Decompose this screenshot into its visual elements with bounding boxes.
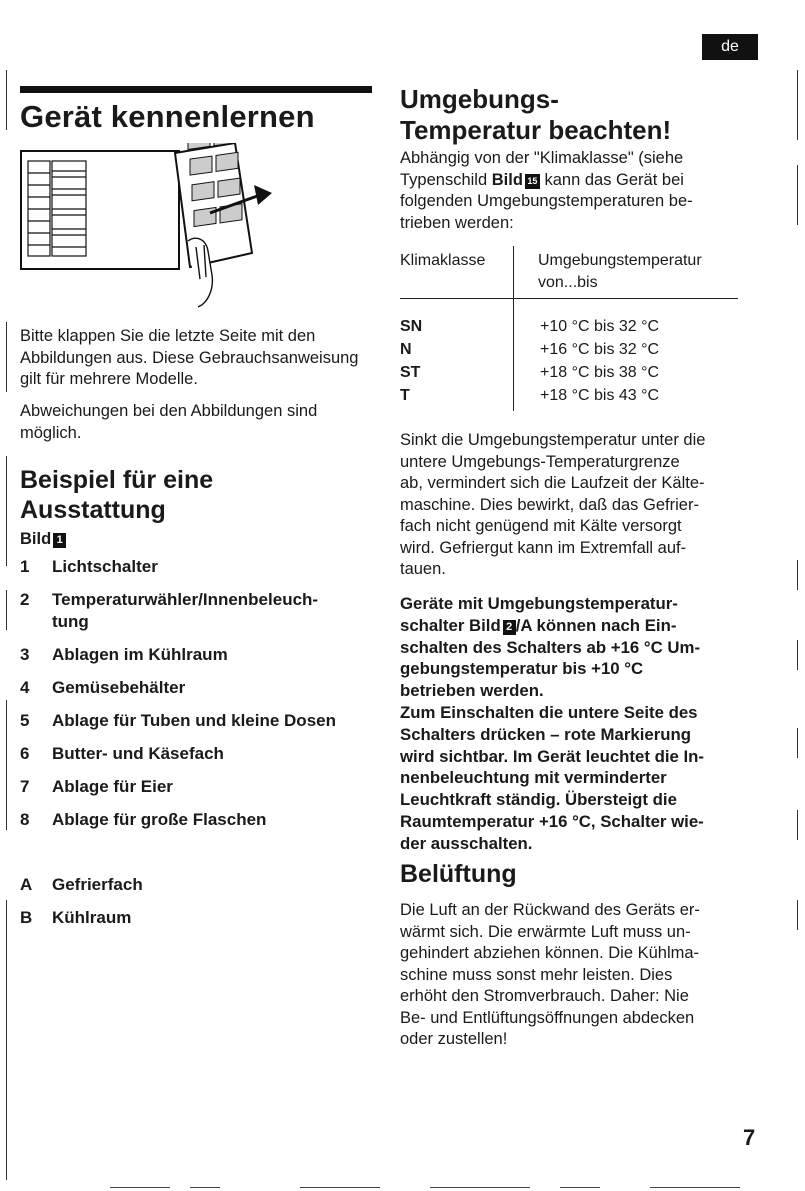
scan-bottom-mark: [560, 1187, 600, 1188]
table-cell-class: N: [400, 341, 412, 358]
low-temperature-paragraph: Sinkt die Umgebungstemperatur unter die untere Umgebungs-Temperaturgrenze ab, vermindert sich die Laufzeit der Kälte- maschine. Dies bewirkt, daß das Gefrier- fach nicht genügend mit Kälte versorgt wird. Gefriergut kann im Extremfall auf- tauen.: [400, 431, 706, 578]
title-rule: [20, 86, 372, 93]
table-cell-class: T: [400, 387, 410, 404]
scan-margin-mark: [6, 590, 7, 630]
section-title-ambient: [400, 84, 671, 145]
table-cell-class: SN: [400, 318, 423, 335]
table-cell-range: +16 °C bis 32 °C: [540, 341, 660, 358]
scan-margin-mark: [6, 322, 7, 392]
figure-badge: 1: [53, 533, 66, 548]
ventilation-title: Belüftung: [400, 860, 517, 888]
table-header-class: Klimaklasse: [400, 252, 486, 269]
page-title: Gerät kennenlernen: [20, 99, 315, 134]
intro-paragraph: Bitte klappen Sie die letzte Seite mit den Abbildungen aus. Diese Gebrauchsanweisung gilt für mehrere Modelle.: [20, 327, 359, 388]
figure-badge: 2: [503, 620, 516, 635]
scan-margin-mark: [6, 700, 7, 830]
foldout-illustration: [20, 143, 282, 308]
ventilation-paragraph: Die Luft an der Rückwand des Geräts er- wärmt sich. Die erwärmte Luft muss un- gehindert abziehen können. Die Kühlma- schine muss sonst mehr leisten. Dies erhöht den Stromverbrauch. Daher: Nie Be- und Entlüftungsöffnungen abdecken oder zustellen!: [400, 901, 700, 1048]
table-column-divider: [513, 246, 514, 411]
scan-margin-mark: [797, 560, 798, 590]
section-title-equipment: [20, 466, 213, 525]
scan-margin-mark: [6, 900, 7, 1180]
section-title-line2: Ausstattung: [20, 495, 166, 524]
scan-margin-mark: [797, 810, 798, 840]
figure-ref-label: Bild: [20, 530, 52, 548]
figure-reference: [20, 530, 66, 549]
scan-margin-mark: [6, 70, 7, 130]
scan-margin-mark: [797, 70, 798, 140]
table-header-range: von...bis: [538, 274, 598, 291]
page-number: 7: [743, 1125, 756, 1150]
ambient-title-line2: Temperatur beachten!: [400, 114, 672, 145]
ambient-title-line1: Umgebungs-: [400, 84, 559, 114]
table-cell-class: ST: [400, 364, 421, 381]
table-header-temp: Umgebungstemperatur: [538, 252, 702, 269]
scan-bottom-mark: [110, 1187, 170, 1188]
scan-margin-mark: [797, 900, 798, 930]
language-badge: de: [702, 34, 758, 60]
table-header-rule: [400, 298, 738, 299]
scan-margin-mark: [797, 728, 798, 758]
temperature-switch-paragraph: Geräte mit Umgebungstemperatur- schalter Bild 2 /A können nach Ein- schalten des Schalters ab +16 °C Um- gebungstemperatur bis +10 °C betrieben werden. Zum Einschalten die untere Seite des Schalters drücken – rote Markierung wird sichtbar. Im Gerät leuchtet die In- nenbeleuchtung mit verminderter Leuchtkraft ständig. Übersteigt die Raumtemperatur +16 °C, Schalter wie- der ausschalten.: [400, 594, 704, 853]
scan-margin-mark: [797, 165, 798, 225]
scan-margin-mark: [797, 640, 798, 670]
scan-bottom-mark: [650, 1187, 740, 1188]
scan-bottom-mark: [190, 1187, 220, 1188]
figure-badge: 15: [525, 174, 540, 189]
table-cell-range: +18 °C bis 38 °C: [540, 364, 660, 381]
table-cell-range: +10 °C bis 32 °C: [540, 318, 660, 335]
scan-bottom-mark: [430, 1187, 530, 1188]
section-title-line1: Beispiel für eine: [20, 466, 214, 494]
scan-margin-mark: [6, 456, 7, 566]
table-cell-range: +18 °C bis 43 °C: [540, 387, 660, 404]
ambient-intro: Abhängig von der "Klimaklasse" (siehe Typenschild Bild 15 kann das Gerät bei folgenden Umgebungstemperaturen be- trieben werden:: [400, 149, 693, 232]
intro-note: Abweichungen bei den Abbildungen sind möglich.: [20, 402, 318, 442]
scan-bottom-mark: [300, 1187, 380, 1188]
